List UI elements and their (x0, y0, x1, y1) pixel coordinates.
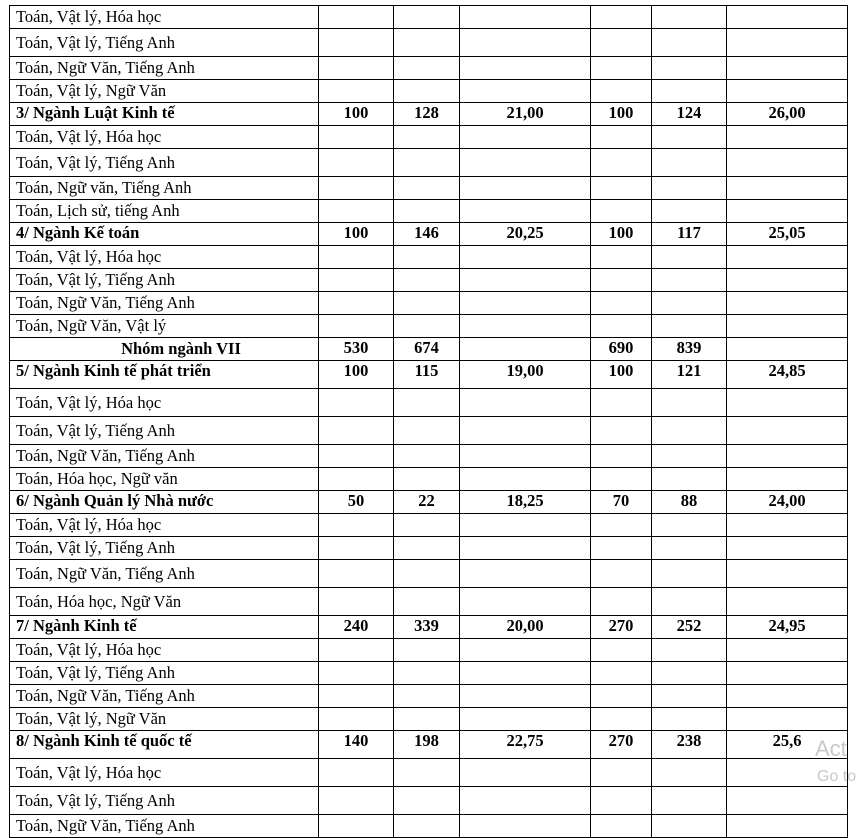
subject-combo-label: Toán, Vật lý, Tiếng Anh (10, 662, 319, 685)
activate-windows-hint: Go to (817, 768, 856, 785)
value-cell (591, 639, 652, 662)
value-cell (394, 445, 460, 468)
value-cell (460, 6, 591, 29)
value-cell (460, 588, 591, 616)
value-cell (591, 815, 652, 838)
value-cell: 690 (591, 338, 652, 361)
value-cell (394, 292, 460, 315)
value-cell (460, 126, 591, 149)
value-cell: 100 (319, 223, 394, 246)
value-cell (652, 685, 727, 708)
program-label: 6/ Ngành Quản lý Nhà nước (10, 491, 319, 514)
subject-combo-row (10, 560, 848, 588)
value-cell (319, 560, 394, 588)
subject-combo-label: Toán, Ngữ Văn, Tiếng Anh (10, 560, 319, 588)
value-cell (591, 177, 652, 200)
value-cell (319, 708, 394, 731)
value-cell: 100 (591, 103, 652, 126)
subject-combo-label: Toán, Ngữ Văn, Tiếng Anh (10, 292, 319, 315)
major-row (10, 103, 848, 126)
value-cell (394, 560, 460, 588)
subject-combo-label: Toán, Vật lý, Tiếng Anh (10, 269, 319, 292)
value-cell: 121 (652, 361, 727, 389)
value-cell (394, 29, 460, 57)
value-cell (652, 537, 727, 560)
value-cell: 22 (394, 491, 460, 514)
value-cell (727, 639, 848, 662)
value-cell (652, 29, 727, 57)
value-cell (727, 417, 848, 445)
value-cell (591, 126, 652, 149)
subject-combo-row (10, 514, 848, 537)
value-cell (591, 537, 652, 560)
value-cell (652, 6, 727, 29)
value-cell (591, 389, 652, 417)
value-cell (319, 685, 394, 708)
value-cell (652, 787, 727, 815)
value-cell (652, 315, 727, 338)
admission-score-table (9, 5, 848, 838)
value-cell (727, 708, 848, 731)
value-cell (652, 200, 727, 223)
activate-windows-watermark: Act (815, 736, 847, 761)
program-label: 3/ Ngành Luật Kinh tế (10, 103, 319, 126)
subject-combo-label: Toán, Vật lý, Hóa học (10, 126, 319, 149)
value-cell (394, 80, 460, 103)
subject-combo-label: Toán, Vật lý, Ngữ Văn (10, 80, 319, 103)
value-cell (727, 80, 848, 103)
value-cell (727, 315, 848, 338)
value-cell (727, 787, 848, 815)
subject-combo-label: Toán, Vật lý, Hóa học (10, 639, 319, 662)
value-cell: 22,75 (460, 731, 591, 759)
value-cell (652, 57, 727, 80)
subject-combo-row (10, 246, 848, 269)
value-cell (727, 537, 848, 560)
program-label: 4/ Ngành Kế toán (10, 223, 319, 246)
subject-combo-row (10, 445, 848, 468)
subject-combo-row (10, 537, 848, 560)
value-cell (394, 149, 460, 177)
value-cell (727, 126, 848, 149)
value-cell (591, 588, 652, 616)
value-cell (727, 338, 848, 361)
value-cell (591, 315, 652, 338)
subject-combo-label: Toán, Vật lý, Hóa học (10, 389, 319, 417)
value-cell: 26,00 (727, 103, 848, 126)
value-cell (394, 269, 460, 292)
value-cell (591, 292, 652, 315)
value-cell (652, 126, 727, 149)
value-cell (394, 246, 460, 269)
subject-combo-row (10, 80, 848, 103)
value-cell (460, 292, 591, 315)
value-cell (394, 468, 460, 491)
subject-combo-row (10, 639, 848, 662)
subject-combo-row (10, 126, 848, 149)
value-cell (727, 246, 848, 269)
subject-combo-row (10, 149, 848, 177)
value-cell (652, 417, 727, 445)
value-cell (652, 514, 727, 537)
value-cell (460, 149, 591, 177)
value-cell: 100 (591, 361, 652, 389)
value-cell (319, 126, 394, 149)
value-cell: 50 (319, 491, 394, 514)
value-cell (319, 389, 394, 417)
value-cell (394, 6, 460, 29)
value-cell (460, 560, 591, 588)
subject-combo-row (10, 685, 848, 708)
value-cell (652, 246, 727, 269)
value-cell (727, 200, 848, 223)
value-cell (319, 315, 394, 338)
value-cell: 117 (652, 223, 727, 246)
value-cell (591, 6, 652, 29)
value-cell (394, 177, 460, 200)
major-row (10, 361, 848, 389)
value-cell: 100 (319, 103, 394, 126)
value-cell: 128 (394, 103, 460, 126)
value-cell: 20,25 (460, 223, 591, 246)
value-cell (460, 57, 591, 80)
value-cell (460, 338, 591, 361)
subject-combo-label: Toán, Vật lý, Hóa học (10, 514, 319, 537)
value-cell (319, 57, 394, 80)
program-label: 8/ Ngành Kinh tế quốc tế (10, 731, 319, 759)
value-cell (591, 445, 652, 468)
subject-combo-row (10, 759, 848, 787)
group-row (10, 338, 848, 361)
value-cell (319, 80, 394, 103)
subject-combo-row (10, 417, 848, 445)
subject-combo-label: Toán, Lịch sử, tiếng Anh (10, 200, 319, 223)
value-cell (591, 57, 652, 80)
value-cell (319, 787, 394, 815)
value-cell (591, 417, 652, 445)
value-cell: 25,6 (727, 731, 848, 759)
value-cell (319, 815, 394, 838)
value-cell (727, 292, 848, 315)
subject-combo-row (10, 708, 848, 731)
value-cell: 252 (652, 616, 727, 639)
value-cell (652, 468, 727, 491)
value-cell (394, 315, 460, 338)
value-cell (319, 149, 394, 177)
value-cell (460, 315, 591, 338)
value-cell (591, 246, 652, 269)
value-cell (652, 80, 727, 103)
value-cell (460, 246, 591, 269)
value-cell (319, 639, 394, 662)
subject-combo-row (10, 57, 848, 80)
value-cell: 240 (319, 616, 394, 639)
major-row (10, 223, 848, 246)
major-row (10, 616, 848, 639)
program-label: Nhóm ngành VII (10, 338, 319, 361)
value-cell (591, 514, 652, 537)
value-cell (394, 537, 460, 560)
value-cell (394, 57, 460, 80)
subject-combo-label: Toán, Vật lý, Hóa học (10, 759, 319, 787)
value-cell (460, 514, 591, 537)
value-cell (652, 445, 727, 468)
value-cell: 198 (394, 731, 460, 759)
subject-combo-label: Toán, Ngữ văn, Tiếng Anh (10, 177, 319, 200)
value-cell: 18,25 (460, 491, 591, 514)
value-cell (727, 588, 848, 616)
value-cell (394, 708, 460, 731)
table-body (10, 6, 848, 838)
value-cell: 238 (652, 731, 727, 759)
major-row (10, 491, 848, 514)
value-cell (460, 200, 591, 223)
value-cell (394, 815, 460, 838)
value-cell (319, 759, 394, 787)
subject-combo-label: Toán, Vật lý, Ngữ Văn (10, 708, 319, 731)
value-cell (727, 57, 848, 80)
value-cell (319, 29, 394, 57)
value-cell (319, 514, 394, 537)
value-cell (591, 759, 652, 787)
subject-combo-label: Toán, Ngữ Văn, Tiếng Anh (10, 685, 319, 708)
value-cell (591, 80, 652, 103)
value-cell: 339 (394, 616, 460, 639)
subject-combo-row (10, 315, 848, 338)
value-cell (460, 29, 591, 57)
value-cell (591, 787, 652, 815)
value-cell (460, 445, 591, 468)
value-cell (394, 126, 460, 149)
value-cell (394, 588, 460, 616)
value-cell (460, 177, 591, 200)
value-cell (652, 662, 727, 685)
value-cell (319, 468, 394, 491)
subject-combo-label: Toán, Vật lý, Tiếng Anh (10, 417, 319, 445)
value-cell (460, 815, 591, 838)
value-cell: 100 (591, 223, 652, 246)
value-cell (394, 759, 460, 787)
value-cell (652, 269, 727, 292)
value-cell (319, 537, 394, 560)
value-cell: 21,00 (460, 103, 591, 126)
subject-combo-label: Toán, Vật lý, Tiếng Anh (10, 149, 319, 177)
value-cell (460, 537, 591, 560)
value-cell (394, 514, 460, 537)
subject-combo-label: Toán, Ngữ Văn, Tiếng Anh (10, 815, 319, 838)
value-cell (727, 514, 848, 537)
value-cell (460, 389, 591, 417)
subject-combo-row (10, 29, 848, 57)
value-cell (319, 177, 394, 200)
subject-combo-row (10, 269, 848, 292)
value-cell (394, 417, 460, 445)
value-cell (652, 588, 727, 616)
value-cell (727, 149, 848, 177)
value-cell (727, 468, 848, 491)
value-cell (319, 246, 394, 269)
value-cell: 530 (319, 338, 394, 361)
subject-combo-label: Toán, Ngữ Văn, Tiếng Anh (10, 57, 319, 80)
value-cell (460, 708, 591, 731)
value-cell (727, 269, 848, 292)
subject-combo-label: Toán, Vật lý, Hóa học (10, 246, 319, 269)
subject-combo-label: Toán, Ngữ Văn, Vật lý (10, 315, 319, 338)
value-cell (591, 29, 652, 57)
value-cell (652, 292, 727, 315)
value-cell (460, 759, 591, 787)
value-cell: 70 (591, 491, 652, 514)
value-cell (394, 787, 460, 815)
value-cell (460, 269, 591, 292)
value-cell (319, 200, 394, 223)
value-cell (394, 639, 460, 662)
value-cell (591, 200, 652, 223)
value-cell (727, 445, 848, 468)
subject-combo-row (10, 389, 848, 417)
value-cell (394, 685, 460, 708)
subject-combo-label: Toán, Vật lý, Tiếng Anh (10, 29, 319, 57)
value-cell: 24,85 (727, 361, 848, 389)
value-cell (591, 708, 652, 731)
value-cell (727, 560, 848, 588)
program-label: 5/ Ngành Kinh tế phát triển (10, 361, 319, 389)
value-cell: 124 (652, 103, 727, 126)
value-cell (460, 468, 591, 491)
value-cell: 24,00 (727, 491, 848, 514)
value-cell (460, 787, 591, 815)
value-cell (652, 708, 727, 731)
value-cell (319, 292, 394, 315)
subject-combo-row (10, 662, 848, 685)
value-cell: 20,00 (460, 616, 591, 639)
value-cell (460, 662, 591, 685)
value-cell: 140 (319, 731, 394, 759)
subject-combo-label: Toán, Ngữ Văn, Tiếng Anh (10, 445, 319, 468)
value-cell: 25,05 (727, 223, 848, 246)
value-cell: 674 (394, 338, 460, 361)
value-cell (319, 662, 394, 685)
subject-combo-row (10, 468, 848, 491)
value-cell: 270 (591, 731, 652, 759)
subject-combo-row (10, 292, 848, 315)
value-cell: 88 (652, 491, 727, 514)
value-cell (319, 417, 394, 445)
value-cell (727, 177, 848, 200)
value-cell (319, 269, 394, 292)
value-cell (591, 468, 652, 491)
value-cell (727, 389, 848, 417)
value-cell (591, 685, 652, 708)
value-cell (394, 389, 460, 417)
subject-combo-row (10, 815, 848, 838)
value-cell (652, 639, 727, 662)
value-cell (394, 662, 460, 685)
subject-combo-label: Toán, Vật lý, Hóa học (10, 6, 319, 29)
value-cell (652, 149, 727, 177)
value-cell (652, 759, 727, 787)
subject-combo-label: Toán, Hóa học, Ngữ văn (10, 468, 319, 491)
subject-combo-row (10, 200, 848, 223)
subject-combo-label: Toán, Hóa học, Ngữ Văn (10, 588, 319, 616)
value-cell (652, 389, 727, 417)
value-cell (652, 815, 727, 838)
subject-combo-row (10, 588, 848, 616)
value-cell (319, 445, 394, 468)
value-cell: 146 (394, 223, 460, 246)
value-cell (591, 269, 652, 292)
value-cell (727, 662, 848, 685)
subject-combo-label: Toán, Vật lý, Tiếng Anh (10, 787, 319, 815)
value-cell: 270 (591, 616, 652, 639)
major-row (10, 731, 848, 759)
value-cell (727, 815, 848, 838)
subject-combo-row (10, 177, 848, 200)
value-cell (727, 6, 848, 29)
value-cell (460, 80, 591, 103)
value-cell: 100 (319, 361, 394, 389)
value-cell (460, 685, 591, 708)
value-cell (460, 417, 591, 445)
value-cell (727, 29, 848, 57)
subject-combo-row (10, 787, 848, 815)
value-cell: 839 (652, 338, 727, 361)
value-cell (591, 662, 652, 685)
value-cell (727, 685, 848, 708)
value-cell: 24,95 (727, 616, 848, 639)
value-cell (460, 639, 591, 662)
value-cell: 115 (394, 361, 460, 389)
value-cell (652, 177, 727, 200)
value-cell (591, 149, 652, 177)
program-label: 7/ Ngành Kinh tế (10, 616, 319, 639)
value-cell: 19,00 (460, 361, 591, 389)
value-cell (394, 200, 460, 223)
value-cell (591, 560, 652, 588)
value-cell (652, 560, 727, 588)
value-cell (319, 6, 394, 29)
value-cell (319, 588, 394, 616)
subject-combo-label: Toán, Vật lý, Tiếng Anh (10, 537, 319, 560)
subject-combo-row (10, 6, 848, 29)
